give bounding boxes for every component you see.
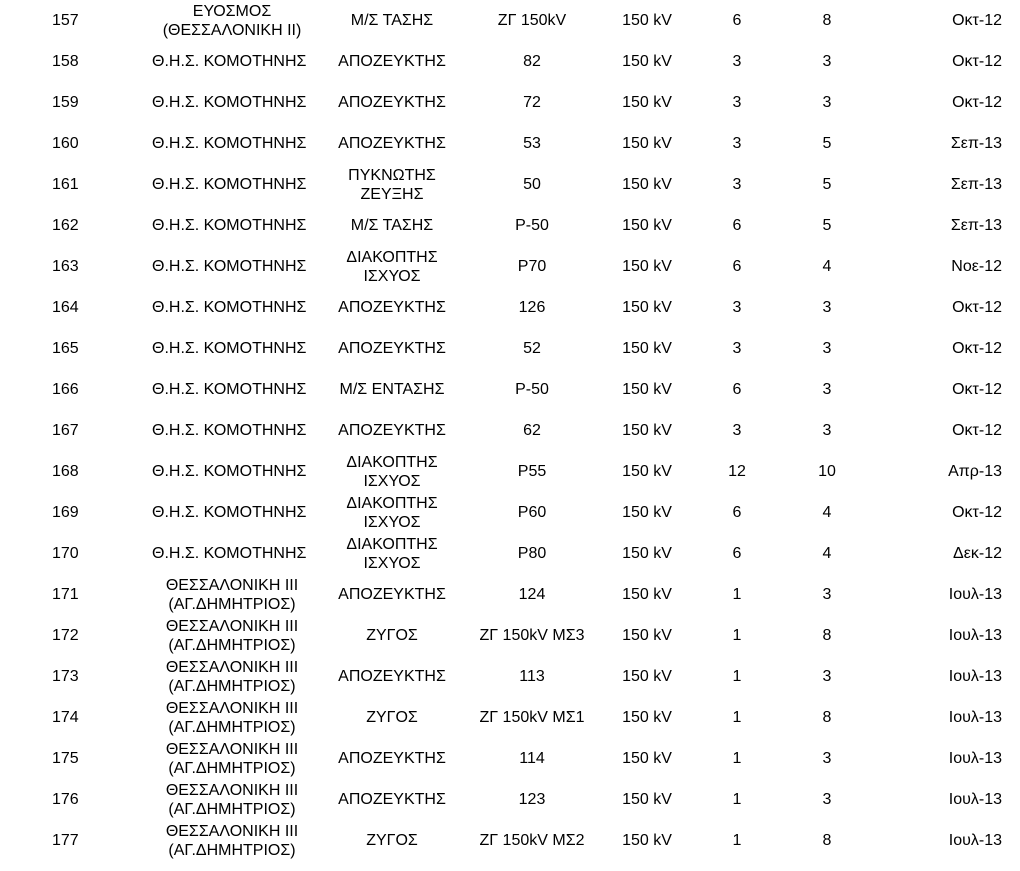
equipment-type-line: ΙΣΧΥΟΣ [363,267,421,285]
value-b: 8 [822,12,832,29]
table-row [0,820,1020,861]
value-b: 3 [822,93,832,111]
voltage: 150 kV [622,298,672,316]
row-number: 176 [52,791,79,808]
location-cell [152,451,312,492]
location-line: (ΑΓ.ΔΗΜΗΤΡΙΟΣ) [168,759,296,777]
location-cell [152,287,312,328]
date: Οκτ-12 [952,93,1002,111]
equipment-type-cell [312,328,472,369]
location-cell [152,410,312,451]
equipment-type-cell [312,205,472,246]
row-number: 160 [52,134,79,152]
table-row [0,246,1020,287]
date: Ιουλ-13 [948,750,1002,767]
voltage: 150 kV [622,791,672,808]
value-a: 3 [732,298,742,316]
equipment-type-cell [312,451,472,492]
equipment-code: 52 [523,339,541,357]
equipment-type-cell [312,656,472,697]
table-row [0,82,1020,123]
location-line: Θ.Η.Σ. ΚΟΜΟΤΗΝΗΣ [152,422,307,439]
row-number: 170 [52,545,79,562]
row-number: 172 [52,627,79,644]
row-number: 171 [52,586,79,603]
equipment-type-line: Μ/Σ ΤΑΣΗΣ [350,217,434,234]
equipment-type-line: ΙΣΧΥΟΣ [363,513,421,531]
equipment-type-line: ΑΠΟΖΕΥΚΤΗΣ [338,53,446,70]
voltage: 150 kV [622,750,672,767]
table-row [0,574,1020,615]
date: Ιουλ-13 [948,709,1002,726]
equipment-type-cell [312,164,472,205]
date: Οκτ-12 [952,421,1002,439]
equipment-code: 62 [523,421,541,439]
date: Οκτ-12 [952,380,1002,398]
location-cell [152,369,312,410]
location-line: Θ.Η.Σ. ΚΟΜΟΤΗΝΗΣ [152,176,307,193]
date: Νοε-12 [951,258,1002,275]
equipment-type-line: ΖΥΓΟΣ [366,627,418,644]
location-line: ΘΕΣΣΑΛΟΝΙΚΗ ΙΙΙ [165,740,299,758]
equipment-type-line: ΑΠΟΖΕΥΚΤΗΣ [338,299,446,316]
location-line: ΕΥΟΣΜΟΣ [192,2,272,20]
location-cell [152,82,312,123]
location-cell [152,0,312,41]
table-row [0,615,1020,656]
voltage: 150 kV [622,586,672,603]
value-a: 6 [732,380,742,398]
location-cell [152,779,312,820]
voltage: 150 kV [622,216,672,234]
value-b: 3 [822,421,832,439]
row-number: 164 [52,298,79,316]
location-line: Θ.Η.Σ. ΚΟΜΟΤΗΝΗΣ [152,381,307,398]
equipment-type-line: Μ/Σ ΕΝΤΑΣΗΣ [339,381,445,398]
row-number: 175 [52,750,79,767]
value-a: 6 [732,216,742,234]
table-row [0,123,1020,164]
value-a: 3 [732,52,742,70]
row-number: 158 [52,52,79,70]
value-b: 3 [822,339,832,357]
equipment-type-line: ΑΠΟΖΕΥΚΤΗΣ [338,750,446,767]
equipment-type-line: ΠΥΚΝΩΤΗΣ [348,166,436,184]
table-row [0,451,1020,492]
voltage: 150 kV [622,93,672,111]
equipment-type-line: Μ/Σ ΤΑΣΗΣ [350,12,434,29]
voltage: 150 kV [622,709,672,726]
value-b: 5 [822,134,832,152]
equipment-type-cell [312,533,472,574]
equipment-type-line: ΔΙΑΚΟΠΤΗΣ [346,494,438,512]
equipment-code: ΖΓ 150kV ΜΣ3 [479,627,585,644]
equipment-code: 123 [518,791,546,808]
voltage: 150 kV [622,463,672,480]
location-cell [152,41,312,82]
date: Οκτ-12 [952,52,1002,70]
equipment-type-cell [312,0,472,41]
row-number: 169 [52,504,79,521]
location-line: (ΑΓ.ΔΗΜΗΤΡΙΟΣ) [168,636,296,654]
equipment-code: Ρ60 [517,504,547,521]
equipment-code: 124 [518,586,546,603]
date: Ιουλ-13 [948,832,1002,849]
equipment-type-line: ΑΠΟΖΕΥΚΤΗΣ [338,668,446,685]
value-b: 3 [822,791,832,808]
voltage: 150 kV [622,668,672,685]
location-line: ΘΕΣΣΑΛΟΝΙΚΗ ΙΙΙ [165,658,299,676]
value-a: 1 [732,832,742,849]
value-b: 10 [818,463,836,480]
equipment-type-cell [312,246,472,287]
value-b: 8 [822,832,832,849]
value-b: 4 [822,258,832,275]
value-a: 12 [728,463,746,480]
equipment-type-line: ΙΣΧΥΟΣ [363,472,421,490]
location-line: (ΑΓ.ΔΗΜΗΤΡΙΟΣ) [168,677,296,695]
value-a: 6 [732,12,742,29]
value-b: 8 [822,709,832,726]
table-row [0,410,1020,451]
location-line: Θ.Η.Σ. ΚΟΜΟΤΗΝΗΣ [152,258,307,275]
table-row [0,41,1020,82]
location-line: Θ.Η.Σ. ΚΟΜΟΤΗΝΗΣ [152,504,307,521]
equipment-code: Ρ70 [517,258,547,275]
location-line: (ΑΓ.ΔΗΜΗΤΡΙΟΣ) [168,841,296,859]
date: Δεκ-12 [953,545,1002,562]
row-number: 157 [52,12,79,29]
value-a: 6 [732,504,742,521]
equipment-type-line: ΔΙΑΚΟΠΤΗΣ [346,248,438,266]
location-cell [152,246,312,287]
location-cell [152,533,312,574]
row-number: 166 [52,380,79,398]
equipment-type-line: ΑΠΟΖΕΥΚΤΗΣ [338,791,446,808]
location-line: (ΑΓ.ΔΗΜΗΤΡΙΟΣ) [168,800,296,818]
table-row [0,287,1020,328]
location-cell [152,164,312,205]
row-number: 173 [52,668,79,685]
equipment-type-line: ΙΣΧΥΟΣ [363,554,421,572]
voltage: 150 kV [622,339,672,357]
date: Οκτ-12 [952,298,1002,316]
voltage: 150 kV [622,12,672,29]
voltage: 150 kV [622,832,672,849]
row-number: 174 [52,709,79,726]
row-number: 162 [52,216,79,234]
row-number: 159 [52,93,79,111]
voltage: 150 kV [622,545,672,562]
row-number: 165 [52,339,79,357]
equipment-code: 126 [518,298,546,316]
voltage: 150 kV [622,176,672,193]
value-a: 3 [732,176,742,193]
value-b: 3 [822,298,832,316]
value-a: 1 [732,668,742,685]
equipment-code: ΖΓ 150kV ΜΣ2 [479,832,585,849]
equipment-type-cell [312,779,472,820]
equipment-code: 72 [523,93,541,111]
date: Οκτ-12 [952,504,1002,521]
value-a: 1 [732,750,742,767]
table-row [0,328,1020,369]
equipment-type-cell [312,574,472,615]
row-number: 167 [52,421,79,439]
location-line: Θ.Η.Σ. ΚΟΜΟΤΗΝΗΣ [152,299,307,316]
date: Σεπ-13 [950,134,1002,152]
location-line: (ΘΕΣΣΑΛΟΝΙΚΗ ΙΙ) [162,21,302,39]
equipment-type-cell [312,697,472,738]
voltage: 150 kV [622,52,672,70]
equipment-code: ΖΓ 150kV [497,12,567,29]
location-cell [152,123,312,164]
equipment-type-cell [312,738,472,779]
equipment-code: 50 [523,176,541,193]
table-row [0,533,1020,574]
equipment-type-line: ΔΙΑΚΟΠΤΗΣ [346,535,438,553]
location-line: (ΑΓ.ΔΗΜΗΤΡΙΟΣ) [168,595,296,613]
equipment-code: Ρ55 [517,463,547,480]
equipment-type-cell [312,492,472,533]
table-row [0,164,1020,205]
date: Απρ-13 [948,463,1002,480]
value-b: 3 [822,586,832,603]
location-line: ΘΕΣΣΑΛΟΝΙΚΗ ΙΙΙ [165,822,299,840]
voltage: 150 kV [622,258,672,275]
equipment-type-line: ΖΕΥΞΗΣ [360,185,424,203]
table-row [0,492,1020,533]
equipment-code: 53 [523,134,541,152]
location-cell [152,820,312,861]
equipment-code: Ρ80 [517,545,547,562]
date: Ιουλ-13 [948,791,1002,808]
location-cell [152,615,312,656]
equipment-type-cell [312,410,472,451]
equipment-type-cell [312,287,472,328]
location-cell [152,492,312,533]
table-row [0,738,1020,779]
value-b: 3 [822,52,832,70]
value-a: 3 [732,134,742,152]
location-cell [152,697,312,738]
row-number: 177 [52,832,79,849]
value-b: 4 [822,504,832,521]
equipment-code: 114 [519,750,545,767]
value-b: 3 [822,668,832,685]
equipment-type-line: ΖΥΓΟΣ [366,709,418,726]
table-row [0,0,1020,41]
voltage: 150 kV [622,421,672,439]
date: Ιουλ-13 [948,627,1002,644]
date: Οκτ-12 [952,339,1002,357]
equipment-type-cell [312,820,472,861]
equipment-type-line: ΖΥΓΟΣ [366,832,418,849]
value-a: 1 [732,709,742,726]
equipment-type-cell [312,123,472,164]
location-line: Θ.Η.Σ. ΚΟΜΟΤΗΝΗΣ [152,94,307,111]
location-cell [152,328,312,369]
table-row [0,656,1020,697]
equipment-code: Ρ-50 [515,380,549,398]
value-a: 1 [732,791,742,808]
equipment-type-line: ΑΠΟΖΕΥΚΤΗΣ [338,94,446,111]
location-line: Θ.Η.Σ. ΚΟΜΟΤΗΝΗΣ [152,545,307,562]
equipment-type-cell [312,41,472,82]
value-a: 6 [732,545,742,562]
location-line: Θ.Η.Σ. ΚΟΜΟΤΗΝΗΣ [152,217,307,234]
equipment-code: ΖΓ 150kV ΜΣ1 [479,709,585,726]
value-b: 5 [822,216,832,234]
value-a: 3 [732,339,742,357]
voltage: 150 kV [622,504,672,521]
voltage: 150 kV [622,380,672,398]
value-a: 6 [732,258,742,275]
location-line: Θ.Η.Σ. ΚΟΜΟΤΗΝΗΣ [152,53,307,70]
value-a: 1 [732,627,742,644]
row-number: 161 [52,176,79,193]
date: Σεπ-13 [950,176,1002,193]
voltage: 150 kV [622,134,672,152]
value-b: 8 [822,627,832,644]
equipment-type-line: ΑΠΟΖΕΥΚΤΗΣ [338,135,446,152]
equipment-type-cell [312,82,472,123]
table-row [0,369,1020,410]
value-b: 4 [822,545,832,562]
location-line: ΘΕΣΣΑΛΟΝΙΚΗ ΙΙΙ [165,576,299,594]
equipment-type-line: ΑΠΟΖΕΥΚΤΗΣ [338,586,446,603]
date: Σεπ-13 [950,216,1002,234]
date: Ιουλ-13 [948,586,1002,603]
row-number: 163 [52,258,79,275]
table-row [0,779,1020,820]
location-line: Θ.Η.Σ. ΚΟΜΟΤΗΝΗΣ [152,463,307,480]
equipment-type-line: ΔΙΑΚΟΠΤΗΣ [346,453,438,471]
date: Οκτ-12 [952,12,1002,29]
location-cell [152,574,312,615]
location-cell [152,738,312,779]
table-row [0,205,1020,246]
location-line: (ΑΓ.ΔΗΜΗΤΡΙΟΣ) [168,718,296,736]
location-cell [152,205,312,246]
equipment-type-cell [312,615,472,656]
location-line: Θ.Η.Σ. ΚΟΜΟΤΗΝΗΣ [152,135,307,152]
row-number: 168 [52,463,79,480]
equipment-type-line: ΑΠΟΖΕΥΚΤΗΣ [338,340,446,357]
location-line: ΘΕΣΣΑΛΟΝΙΚΗ ΙΙΙ [165,617,299,635]
equipment-type-cell [312,369,472,410]
equipment-code: 82 [523,52,541,70]
equipment-type-line: ΑΠΟΖΕΥΚΤΗΣ [338,422,446,439]
location-cell [152,656,312,697]
location-line: ΘΕΣΣΑΛΟΝΙΚΗ ΙΙΙ [165,781,299,799]
value-a: 3 [732,93,742,111]
value-b: 3 [822,380,832,398]
equipment-code: Ρ-50 [515,216,549,234]
location-line: ΘΕΣΣΑΛΟΝΙΚΗ ΙΙΙ [165,699,299,717]
voltage: 150 kV [622,627,672,644]
value-b: 5 [822,176,832,193]
value-a: 1 [732,586,742,603]
value-b: 3 [822,750,832,767]
date: Ιουλ-13 [948,668,1002,685]
equipment-code: 113 [519,668,545,685]
table-row [0,697,1020,738]
value-a: 3 [732,421,742,439]
location-line: Θ.Η.Σ. ΚΟΜΟΤΗΝΗΣ [152,340,307,357]
